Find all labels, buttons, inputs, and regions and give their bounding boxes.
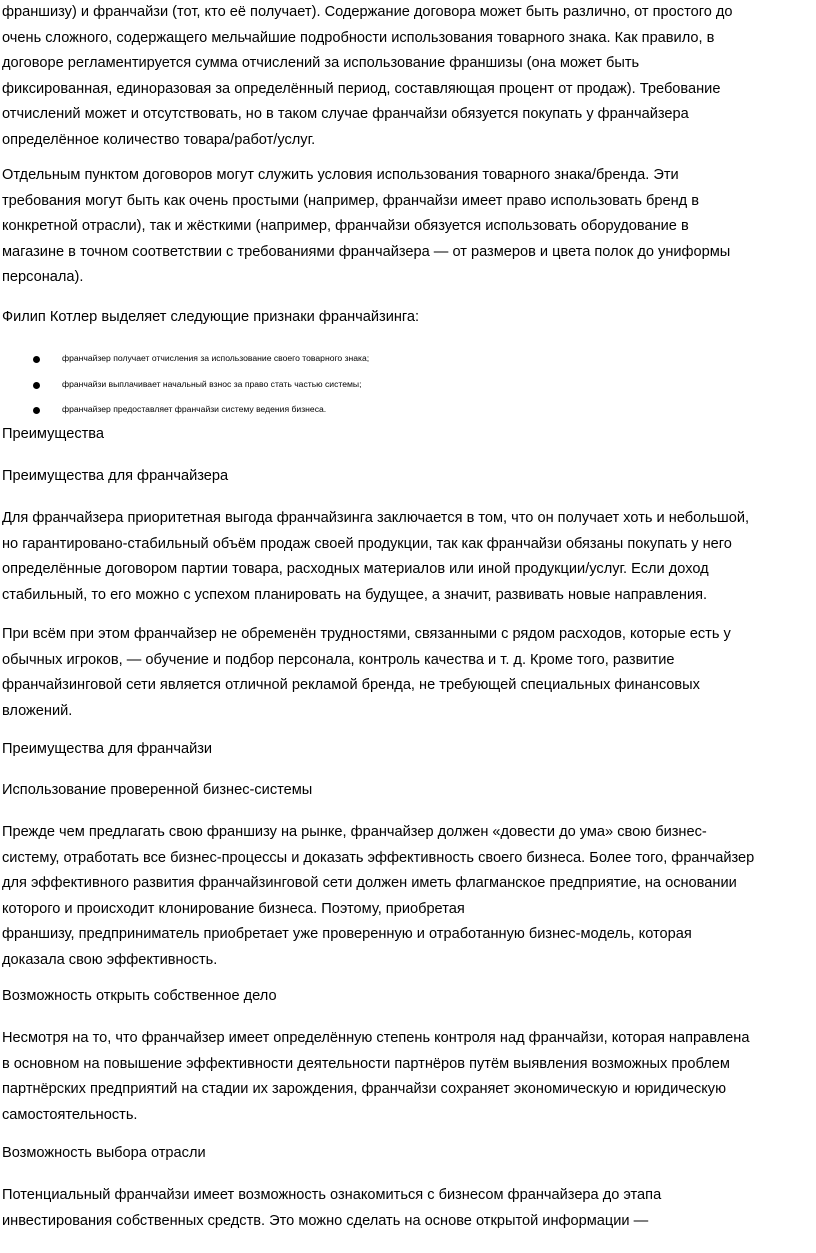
text-line: стабильный, то его можно с успехом планировать на будущее, а значит, развивать новые направления. [2,586,708,603]
text-line: требования могут быть как очень простыми (например, франчайзи имеет право использовать бренд в [2,192,699,209]
paragraph-industry-choice [2,1183,661,1234]
heading-text: Возможность открыть собственное дело [2,988,277,1004]
text-line: Филип Котлер выделяет следующие признаки франчайзинга: [2,309,420,325]
text-line: но гарантировано-стабильный объём продаж своей продукции, так как франчайзи обязаны покупать у него [2,535,732,552]
heading-own-business [2,984,277,1010]
text-line: магазине в точном соответствии с требованиями франчайзера — от размеров и цвета полок до униформы [2,243,731,260]
text-line: франшизу, предприниматель приобретает уже проверенную и отработанную бизнес-модель, которая [2,926,692,942]
heading-text: Преимущества для франчайзера [2,468,229,484]
text-line: инвестирования собственных средств. Это можно сделать на основе открытой информации — [2,1212,649,1229]
text-line: фиксированная, единоразовая за определённый период, составляющая процент от продаж). Требование [2,80,721,97]
heading-text: Возможность выбора отрасли [2,1145,206,1161]
bullet-icon [33,382,40,389]
list-item [2,372,814,398]
paragraph-own-business [2,1026,749,1128]
text-line: вложений. [2,702,73,719]
heading-text: Использование проверенной бизнес-системы [2,782,313,798]
heading-franchisee-advantages [2,737,212,763]
paragraph-franchisor-costs [2,622,731,724]
text-line: Прежде чем предлагать свою франшизу на рынке, франчайзер должен «довести до ума» свою бизнес- [2,824,707,840]
bullet-list [2,346,814,423]
text-line: отчислений может и отсутствовать, но в таком случае франчайзи обязуется покупать у франчайзера [2,106,689,122]
paragraph-kotler [2,305,419,331]
list-item-text: франчайзер получает отчисления за использование своего товарного знака; [62,353,370,363]
heading-industry-choice [2,1141,206,1167]
bullet-icon [33,356,40,363]
list-item [2,346,814,372]
paragraph-proven-system [2,820,754,973]
text-line: При всём при этом франчайзер не обременён трудностями, связанными с рядом расходов, которые есть у [2,626,731,642]
text-line: очень сложного, содержащего мельчайшие подробности использования товарного знака. Как правило, в [2,29,715,46]
text-line: в основном на повышение эффективности деятельности партнёров путём выявления возможных проблем [2,1055,730,1072]
text-line: самостоятельность. [2,1106,138,1123]
heading-proven-system [2,778,312,804]
paragraph-trademark [2,163,730,291]
text-line: конкретной отрасли), так и жёсткими (например, франчайзи обязуется использовать оборудование в [2,218,689,234]
list-item-text: франчайзи выплачивает начальный взнос за право стать частью системы; [62,378,362,389]
text-line: франшизу) и франчайзи (тот, кто её получает). Содержание договора может быть различно, от простого до [2,4,733,20]
paragraph-contract [2,0,733,153]
text-line: обычных игроков, — обучение и подбор персонала, контроль качества и т. д. Кроме того, развитие [2,651,675,668]
text-line: франчайзинговой сети является отличной рекламой бренда, не требующей специальных финансовых [2,677,700,693]
heading-advantages [2,422,104,448]
text-line: определённые договором партии товара, расходных материалов или иной продукции/услуг. Если доход [2,561,709,577]
text-line: Отдельным пунктом договоров могут служить условия использования товарного знака/бренда. Эти [2,167,679,183]
text-line: определённое количество товара/работ/услуг. [2,131,316,148]
text-line: персонала). [2,269,84,285]
heading-text: Преимущества [2,426,105,442]
text-line: партнёрских предприятий на стадии их зарождения, франчайзи сохраняет экономическую и юридическую [2,1081,727,1097]
list-item [2,397,814,423]
list-item-text: франчайзер предоставляет франчайзи систему ведения бизнеса. [62,404,327,414]
text-line: Для франчайзера приоритетная выгода франчайзинга заключается в том, что он получает хоть и небольшой, [2,510,750,526]
text-line: систему, отработать все бизнес-процессы и доказать эффективность своего бизнеса. Более того, франчайзер [2,849,755,866]
text-line: Потенциальный франчайзи имеет возможность ознакомиться с бизнесом франчайзера до этапа [2,1187,662,1203]
text-line: для эффективного развития франчайзинговой сети должен иметь флагманское предприятие, на основании [2,875,737,891]
text-line: договоре регламентируется сумма отчислений за использование франшизы (она может быть [2,55,640,71]
paragraph-franchisor-benefit [2,506,749,608]
text-line: Несмотря на то, что франчайзер имеет определённую степень контроля над франчайзи, которая направлена [2,1030,750,1046]
text-line: которого и происходит клонирование бизнеса. Поэтому, приобретая [2,900,465,917]
heading-franchisor-advantages [2,464,228,490]
heading-text: Преимущества для франчайзи [2,741,213,757]
bullet-icon [33,407,40,414]
text-line: доказала свою эффективность. [2,951,218,968]
